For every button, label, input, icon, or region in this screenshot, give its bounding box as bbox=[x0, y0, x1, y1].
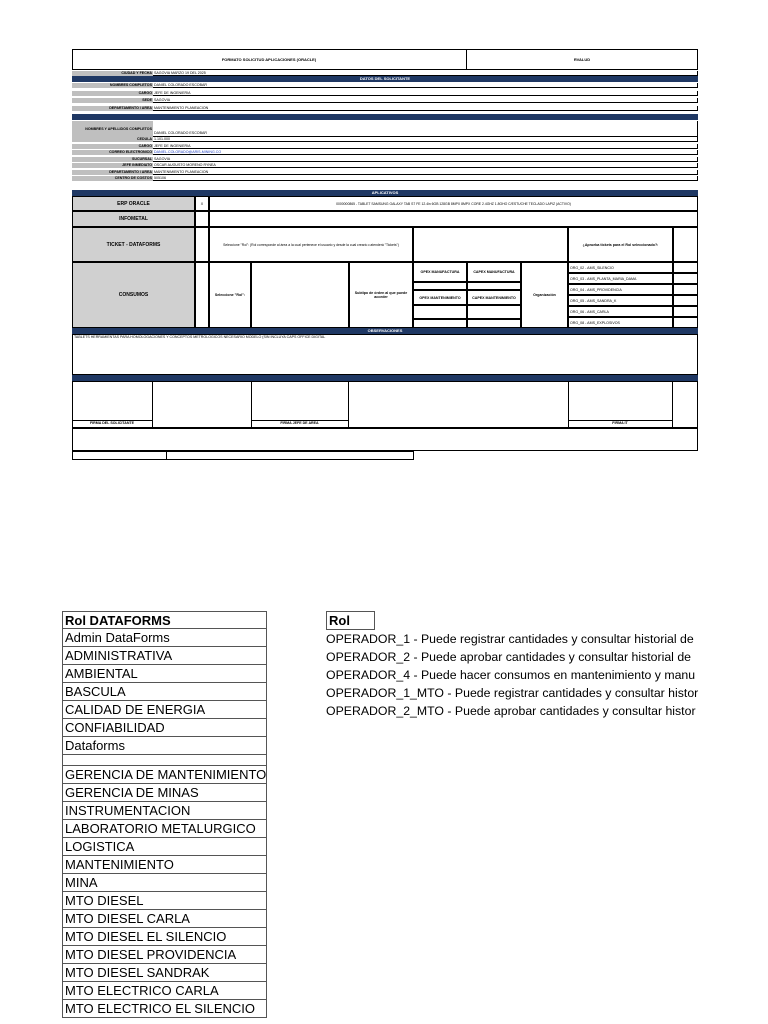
rol-dataforms-item[interactable]: LABORATORIO METALURGICO bbox=[63, 820, 266, 838]
firma-divider-3 bbox=[348, 381, 349, 428]
rol-dataforms-item[interactable]: MTO ELECTRICO CARLA bbox=[63, 982, 266, 1000]
erp-oracle-check[interactable]: X bbox=[195, 196, 209, 211]
form-right-title: RVALUD bbox=[573, 57, 591, 62]
footer-small-box bbox=[72, 451, 414, 460]
ticket-dataforms-label: TICKET - DATAFORMS bbox=[72, 227, 195, 262]
rol-dataforms-list-a bbox=[63, 629, 266, 755]
firma-divider-1 bbox=[152, 381, 153, 428]
section-separator bbox=[72, 114, 698, 120]
capex-manufactura[interactable]: CAPEX MANUFACTURA bbox=[467, 262, 521, 282]
rol-item[interactable]: OPERADOR_1 - Puede registrar cantidades y consultar historial de bbox=[326, 632, 694, 646]
ticket-select-rol bbox=[209, 227, 413, 262]
rol-dataforms-item[interactable]: ADMINISTRATIVA bbox=[63, 647, 266, 665]
org-item[interactable]: ORG_05 - AMS_SANDRA_K bbox=[568, 295, 673, 306]
ticket-rol-value[interactable] bbox=[413, 227, 568, 262]
erp-oracle-value[interactable]: 0000000865 - TABLET SAMSUNG GALAXY TAB S7 FE 12.4in 6GB 128GB 8MPX 8MPX CORE 2.4GHZ 1.8GHO C/ESTUCHE TECLADO LAPIZ (ACTIVO) bbox=[209, 196, 698, 211]
usuario-value[interactable]: DANIEL COLORADO ESCOBAR bbox=[153, 121, 698, 137]
fecha-label: CIUDAD Y FECHA bbox=[72, 71, 153, 76]
usuario-value[interactable]: MANTENIMIENTO PLANEACION bbox=[153, 170, 698, 175]
usuario-label: CEDULA bbox=[72, 137, 153, 142]
rol-dataforms-item[interactable]: MTO DIESEL EL SILENCIO bbox=[63, 928, 266, 946]
footer-box bbox=[72, 428, 698, 451]
usuario-value[interactable]: SAGOVIA bbox=[153, 157, 698, 162]
firma-solicitante-label: FIRMA DEL SOLICITANTE bbox=[89, 421, 135, 425]
org-item[interactable]: ORG_04 - AMS_PROVIDENCIA bbox=[568, 284, 673, 295]
rol-dataforms-item[interactable]: MTO ELECTRICO EL SILENCIO bbox=[63, 1000, 266, 1018]
usuario-value[interactable]: 1.101.000 bbox=[153, 137, 698, 142]
org-item[interactable]: ORG_08 - AMS_EXPLOSIVOS bbox=[568, 317, 673, 328]
rol-dataforms-item[interactable]: AMBIENTAL bbox=[63, 665, 266, 683]
usuario-value[interactable]: OSCAR AUGUSTO MORENO RYNEA bbox=[153, 163, 698, 168]
opex-mantenimiento[interactable]: OPEX MANTENIMIENTO bbox=[413, 290, 467, 305]
usuario-label: JEFE INMEDIATO bbox=[72, 163, 153, 168]
consumos-rol-value[interactable] bbox=[251, 262, 349, 328]
ticket-approve-answer[interactable] bbox=[673, 227, 698, 262]
org-item-check[interactable] bbox=[673, 273, 698, 284]
consumos-select-rol: Seleccione "Rol": bbox=[209, 262, 251, 328]
org-item-check[interactable] bbox=[673, 295, 698, 306]
infometal-check[interactable] bbox=[195, 211, 209, 227]
capex-extra[interactable] bbox=[467, 319, 521, 328]
section-observaciones: OBSERVACIONES bbox=[72, 328, 698, 334]
rol-dataforms-item[interactable]: MINA bbox=[63, 874, 266, 892]
form-title: FORMATO SOLICITUD APLICACIONES (ORACLE) bbox=[221, 57, 317, 62]
subtipo-orden-label bbox=[349, 262, 413, 328]
infometal-value[interactable] bbox=[209, 211, 698, 227]
rol-list bbox=[326, 630, 768, 720]
solicitante-value[interactable]: SAGOVIA bbox=[153, 98, 698, 103]
rol-dataforms-item[interactable]: MTO DIESEL bbox=[63, 892, 266, 910]
rol-dataforms-item[interactable]: LOGISTICA bbox=[63, 838, 266, 856]
rol-dataforms-item[interactable]: MTO DIESEL SANDRAK bbox=[63, 964, 266, 982]
org-item-check[interactable] bbox=[673, 317, 698, 328]
observaciones-box[interactable] bbox=[72, 334, 698, 375]
rol-dataforms-item[interactable]: CONFIABILIDAD bbox=[63, 719, 266, 737]
rol-dataforms-list-b bbox=[63, 766, 266, 1018]
firma-it-label: FIRMA IT bbox=[612, 421, 628, 425]
opex-manufactura-check[interactable] bbox=[413, 282, 467, 290]
rol-dataforms-item[interactable]: INSTRUMENTACION bbox=[63, 802, 266, 820]
usuario-label: DEPARTAMENTO / AREA bbox=[72, 170, 153, 175]
org-item[interactable]: ORG_03 - AMS_PLANTA_MARIA_DAMA bbox=[568, 273, 673, 284]
capex-manufactura-check[interactable] bbox=[467, 282, 521, 290]
org-item-check[interactable] bbox=[673, 262, 698, 273]
solicitante-value[interactable]: JEFE DE INGENIERIA bbox=[153, 91, 698, 96]
solicitante-label: DEPARTAMENTO / AREA bbox=[72, 106, 153, 111]
usuario-value[interactable]: DANIEL.COLORADO@ARIS-MINING.CO bbox=[153, 150, 698, 155]
fecha-value[interactable]: SAGOVIA MARZO 19 DEL 2025 bbox=[153, 71, 698, 76]
footer-small-divider bbox=[166, 451, 167, 460]
rol-item[interactable]: OPERADOR_2_MTO - Puede aprobar cantidades y consultar histor bbox=[326, 704, 696, 718]
rol-dataforms-header: Rol DATAFORMS bbox=[63, 611, 266, 629]
rol-dataforms-item[interactable]: GERENCIA DE MANTENIMIENTO bbox=[65, 767, 266, 782]
rol-dataforms-item[interactable]: CALIDAD DE ENERGIA bbox=[63, 701, 266, 719]
ticket-check[interactable] bbox=[195, 227, 209, 262]
capex-mantenimiento-check[interactable] bbox=[467, 305, 521, 319]
erp-oracle-label: ERP ORACLE bbox=[72, 196, 195, 211]
org-item[interactable]: ORG_02 - AMS_SILENCIO bbox=[568, 262, 673, 273]
capex-mantenimiento[interactable]: CAPEX MANTENIMIENTO bbox=[467, 290, 521, 305]
opex-extra[interactable] bbox=[413, 319, 467, 328]
solicitante-value[interactable]: MANTENIMIENTO PLANEACION bbox=[153, 106, 698, 111]
org-item-check[interactable] bbox=[673, 306, 698, 317]
rol-dataforms-table bbox=[62, 611, 267, 1018]
usuario-label: CORREO ELECTRONICO bbox=[72, 150, 153, 155]
ticket-select-text: Seleccione "Rol": (Rol corresponde al área a la cual pertenece el usuario y desde la cual creará o atenderá "Tickets") bbox=[223, 242, 399, 247]
consumos-check[interactable] bbox=[195, 262, 209, 328]
rol-dataforms-item[interactable]: MTO DIESEL PROVIDENCIA bbox=[63, 946, 266, 964]
rol-dataforms-gap bbox=[63, 755, 266, 766]
rol-dataforms-item[interactable]: Dataforms bbox=[63, 737, 266, 755]
rol-item[interactable]: OPERADOR_1_MTO - Puede registrar cantidades y consultar histor bbox=[326, 686, 699, 700]
rol-dataforms-item[interactable]: BASCULA bbox=[63, 683, 266, 701]
firma-jefe-label: FIRMA JEFE DE AREA bbox=[280, 421, 319, 425]
rol-dataforms-item[interactable]: MANTENIMIENTO bbox=[63, 856, 266, 874]
consumos-label: CONSUMOS bbox=[72, 262, 195, 328]
usuario-label: NOMBRES Y APELLIDOS COMPLETOS bbox=[72, 121, 153, 137]
usuario-label: SUCURSAL bbox=[72, 157, 153, 162]
section-aplicativos: APLICATIVOS bbox=[72, 190, 698, 196]
rol-dataforms-item[interactable]: Admin DataForms bbox=[63, 629, 266, 647]
opex-manufactura[interactable]: OPEX MANUFACTURA bbox=[413, 262, 467, 282]
solicitante-label: SEDE bbox=[72, 98, 153, 103]
org-item[interactable]: ORG_06 - AMS_CARLA bbox=[568, 306, 673, 317]
section-datos-solicitante: DATOS DEL SOLICITANTE bbox=[72, 76, 698, 82]
rol-dataforms-item[interactable]: GERENCIA DE MINAS bbox=[63, 784, 266, 802]
usuario-label: CARGO bbox=[72, 144, 153, 149]
firma-divider-5 bbox=[672, 381, 673, 428]
observaciones-text: TABLETS HERRAMIENTAS PARA HOMOLOGACIONES Y CONCEPTOS METROLOGICOS NECESARIO MODELO (SIN INCLUYA CAPS OFFICE DIGITAL bbox=[74, 335, 326, 339]
solicitante-value[interactable]: DANIEL COLORADO ESCOBAR bbox=[153, 83, 698, 88]
solicitante-label: CARGO bbox=[72, 91, 153, 96]
subtipo-orden-text: Subtipo de órden al que puede acceder bbox=[354, 291, 408, 299]
usuario-value[interactable]: 505106 bbox=[153, 176, 698, 181]
ticket-approve-question: ¿Aprueba tickets para el Rol seleccionado?: bbox=[568, 227, 673, 262]
rol-item[interactable]: OPERADOR_4 - Puede hacer consumos en mantenimiento y manu bbox=[326, 668, 696, 682]
rol-item[interactable]: OPERADOR_2 - Puede aprobar cantidades y consultar historial de bbox=[326, 650, 691, 664]
solicitante-label: NOMBRES COMPLETOS bbox=[72, 83, 153, 88]
rol-table bbox=[326, 611, 768, 720]
usuario-label: CENTRO DE COSTOS bbox=[72, 176, 153, 181]
organizacion-label: Organización bbox=[521, 262, 568, 328]
org-item-check[interactable] bbox=[673, 284, 698, 295]
opex-mantenimiento-check[interactable] bbox=[413, 305, 467, 319]
rol-dataforms-item[interactable]: MTO DIESEL CARLA bbox=[63, 910, 266, 928]
infometal-label: INFOMETAL bbox=[72, 211, 195, 227]
usuario-value[interactable]: JEFE DE INGENIERIA bbox=[153, 144, 698, 149]
rol-header: Rol bbox=[326, 611, 375, 630]
